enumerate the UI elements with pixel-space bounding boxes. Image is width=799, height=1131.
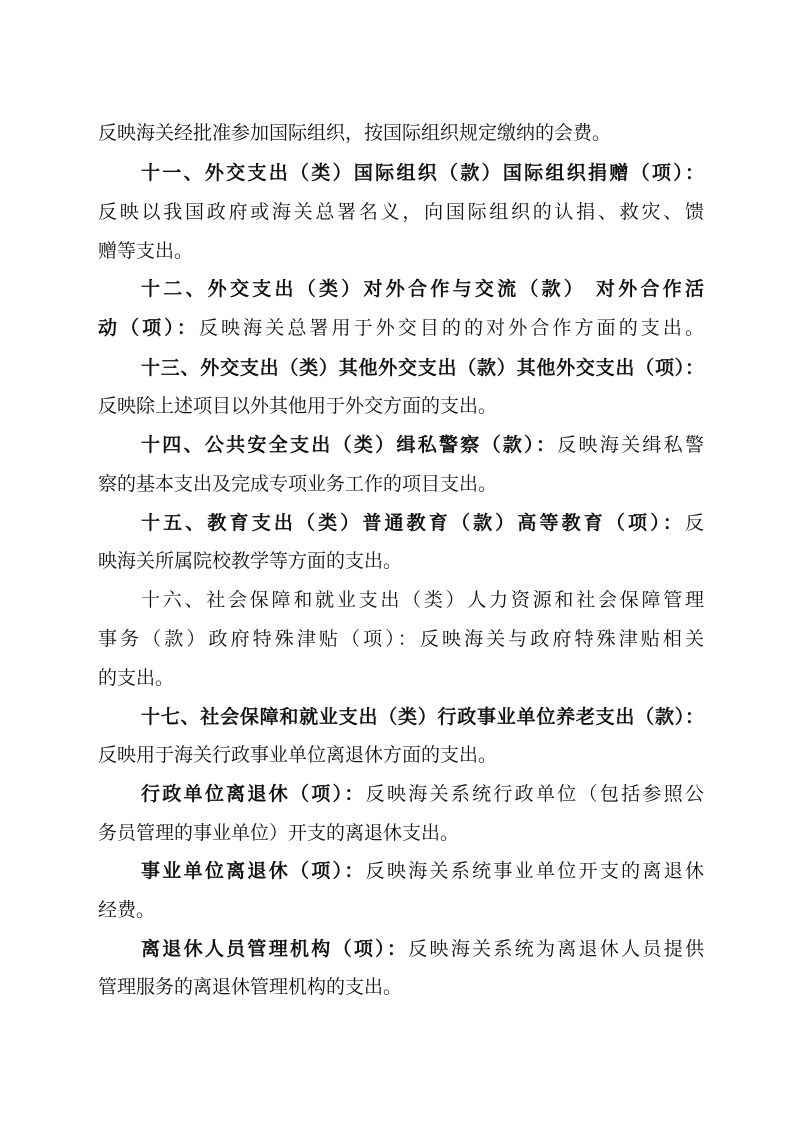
text-line-12: 映海关所属院校教学等方面的支出。: [98, 550, 403, 572]
text-line-1: 反映海关经批准参加国际组织，按国际组织规定缴纳的会费。: [98, 122, 612, 144]
item-line-admin-retirement: 行政单位离退休（项）：反映海关系统行政单位（包括参照公: [141, 783, 704, 805]
text-line-21: 经费。: [98, 899, 156, 921]
text-line-3: 反映以我国政府或海关总署名义，向国际组织的认捐、救灾、馈: [98, 201, 704, 223]
text-line-8: 反映除上述项目以外其他用于外交方面的支出。: [98, 395, 498, 417]
heading-line-13: 十三、外交支出（类）其他外交支出（款）其他外交支出（项）：: [141, 357, 704, 379]
text-line-6: 动（项）：反映海关总署用于外交目的的对外合作方面的支出。: [98, 317, 704, 339]
heading-line-11: 十一、外交支出（类）国际组织（款）国际组织捐赠（项）：: [141, 162, 704, 184]
text-line-10: 察的基本支出及完成专项业务工作的项目支出。: [98, 473, 498, 495]
text-line-23: 管理服务的离退休管理机构的支出。: [98, 976, 403, 998]
heading-line-14: 十四、公共安全支出（类）缉私警察（款）：反映海关缉私警: [141, 434, 704, 456]
text-line-19: 务员管理的事业单位）开支的离退休支出。: [98, 822, 460, 844]
heading-line-12: 十二、外交支出（类）对外合作与交流（款） 对外合作活: [141, 278, 704, 300]
heading-line-17: 十七、社会保障和就业支出（类）行政事业单位养老支出（款）：: [141, 706, 704, 728]
text-line-4: 赠等支出。: [98, 240, 194, 262]
item-line-retiree-management: 离退休人员管理机构（项）：反映海关系统为离退休人员提供: [141, 938, 704, 960]
item-line-institution-retirement: 事业单位离退休（项）：反映海关系统事业单位开支的离退休: [141, 860, 704, 882]
heading-line-16: 十六、社会保障和就业支出（类）人力资源和社会保障管理: [141, 589, 704, 611]
heading-line-15: 十五、教育支出（类）普通教育（款）高等教育（项）：反: [141, 512, 704, 534]
text-line-14: 事务（款）政府特殊津贴（项）：反映海关与政府特殊津贴相关: [98, 628, 704, 650]
text-line-17: 反映用于海关行政事业单位离退休方面的支出。: [98, 744, 498, 766]
text-line-15: 的支出。: [98, 667, 175, 689]
